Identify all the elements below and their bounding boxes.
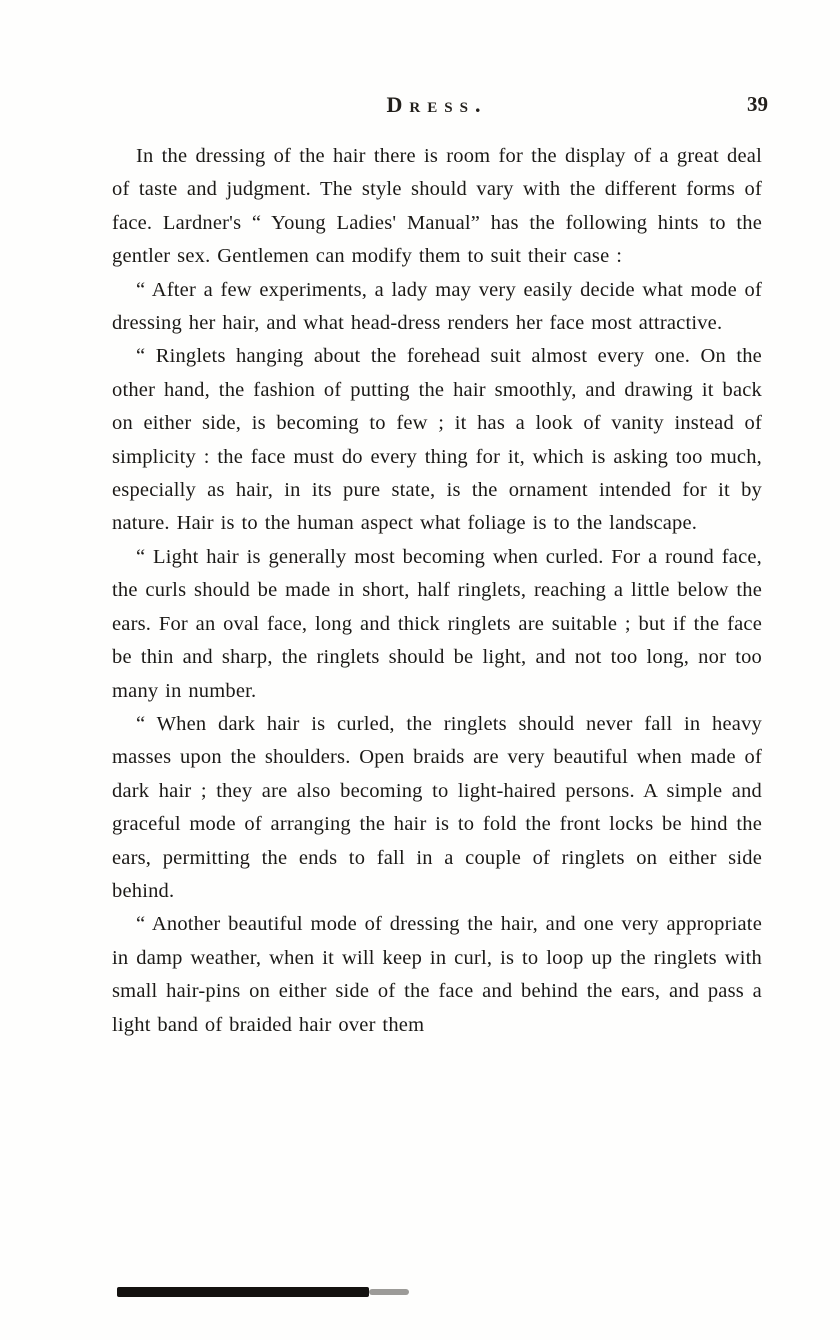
paragraph: “ Light hair is generally most becoming when curled. For a round face, the curls should be made in short, half ringlets, reaching a little below the ears. For an oval face, long and thick ringlets are suitable ; but if the face be thin and sharp, the ringlets should be light, and not too long, nor too many in number. [112, 545, 762, 702]
scan-artifact-smudge [369, 1289, 409, 1295]
body-text [112, 140, 762, 1042]
paragraph: “ When dark hair is curled, the ringlets should never fall in heavy masses upon the shoulders. Open braids are very beautiful when made of dark hair ; they are also becoming to light-haired persons. A simple and graceful mode of arranging the hair is to fold the front locks be hind the ears, permitting the ends to fall in a couple of ringlets on either side behind. [112, 712, 762, 902]
running-head [112, 92, 768, 126]
paragraph: “ Ringlets hanging about the forehead suit almost every one. On the other hand, the fashion of putting the hair smoothly, and drawing it back on either side, is becoming to few ; it has a look of vanity instead of simplicity : the face must do every thing for it, which is asking too much, especially as hair, in its pure state, is the ornament intended for it by nature. Hair is to the human aspect what foliage is to the landscape. [112, 345, 762, 535]
paragraph: “ Another beautiful mode of dressing the hair, and one very appropriate in damp weather, when it will keep in curl, is to loop up the ringlets with small hair-pins on either side of the face and behind the ears, and pass a light band of braided hair over them [112, 913, 762, 1036]
paragraph: “ After a few experiments, a lady may very easily decide what mode of dressing her hair, and what head-dress renders her face most attractive. [112, 278, 762, 335]
page-content [112, 92, 768, 1042]
page-header-title: Dress. [386, 92, 488, 117]
page-number: 39 [747, 92, 768, 116]
scan-artifact-bar [117, 1287, 369, 1297]
paragraph: In the dressing of the hair there is room for the display of a great deal of taste and judgment. The style should vary with the different forms of face. Lardner's “ Young Ladies' Manual” has the following hints to the gentler sex. Gentlemen can modify them to suit their case : [112, 145, 762, 268]
